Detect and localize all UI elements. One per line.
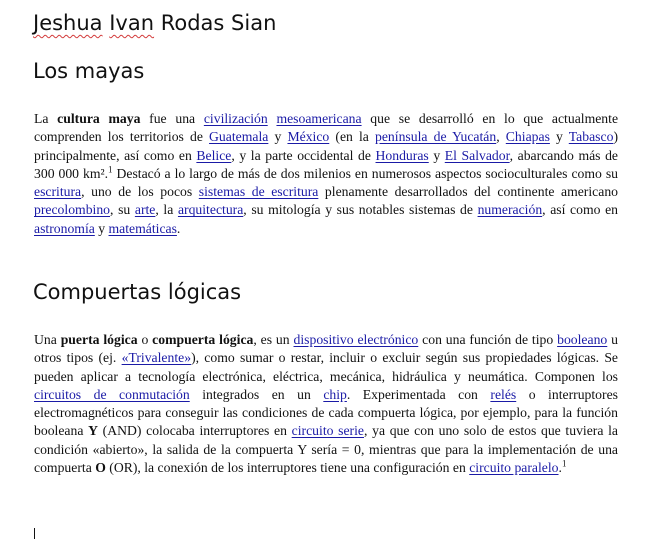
hyperlink[interactable]: precolombino <box>34 202 111 218</box>
author-middle-name: Ivan <box>109 11 155 35</box>
document-author-title[interactable] <box>33 9 276 37</box>
hyperlink[interactable]: sistemas de escritura <box>198 184 319 200</box>
hyperlink[interactable]: arquitectura <box>177 202 244 218</box>
body-text: Una <box>34 332 61 347</box>
body-text: , <box>496 129 506 145</box>
hyperlink[interactable]: Guatemala <box>209 129 269 145</box>
body-text: y <box>549 129 569 145</box>
body-text: , así como en <box>542 202 618 218</box>
body-text: , la <box>155 202 178 218</box>
author-first-name: Jeshua <box>33 11 103 35</box>
body-text: y <box>94 220 109 236</box>
hyperlink[interactable]: El Salvador <box>444 147 510 163</box>
hyperlink[interactable]: dispositivo electrónico <box>293 332 419 347</box>
hyperlink[interactable]: numeración <box>477 202 543 218</box>
hyperlink[interactable]: circuitos de conmutación <box>34 386 190 402</box>
hyperlink[interactable]: Tabasco <box>568 129 614 145</box>
body-text: y <box>268 129 288 145</box>
body-text: ), como sumar o restar, incluir o excluir según sus propiedades lógicas. Se pueden aplicar a tecnología electrónica, eléctrica, mecánica, hidráulica y neumática. Componen los <box>34 350 619 384</box>
body-text: . <box>176 220 181 236</box>
body-text: , ya que con uno solo de estos que tuviera la condición «abierto», la salida de la compuerta Y sería = 0, mientras que para la implementación de una compuerta <box>34 423 618 476</box>
hyperlink[interactable]: Honduras <box>375 147 429 163</box>
hyperlink[interactable]: Belice <box>196 147 232 163</box>
section-heading-compuertas: Compuertas lógicas <box>33 280 242 304</box>
bold-text: Y <box>88 423 98 439</box>
section-paragraph-compuertas <box>34 331 618 477</box>
body-text: , es un <box>253 332 294 347</box>
bold-text: compuerta lógica <box>152 332 254 347</box>
body-text: ) principalmente, así como en <box>34 129 618 163</box>
hyperlink[interactable]: matemáticas <box>108 220 177 236</box>
hyperlink[interactable]: chip <box>323 386 347 402</box>
body-text: . <box>558 460 562 476</box>
footnote-ref: 1 <box>108 164 113 175</box>
body-text: integrados en un <box>189 386 324 402</box>
body-text: fue una <box>140 111 204 126</box>
hyperlink[interactable]: circuito paralelo <box>469 460 559 476</box>
bold-text: puerta lógica <box>60 332 138 347</box>
hyperlink[interactable]: península de Yucatán <box>375 129 497 145</box>
body-text: (en la <box>329 129 376 145</box>
hyperlink[interactable]: Chiapas <box>505 129 550 145</box>
bold-text: O <box>95 460 106 476</box>
body-text: o <box>137 332 153 347</box>
body-text: plenamente desarrollados del continente americano <box>318 184 619 200</box>
hyperlink[interactable]: México <box>287 129 330 145</box>
body-text: Destacó a lo largo de más de dos milenios en numerosos aspectos socioculturales como su <box>112 165 618 181</box>
body-text: La <box>34 111 58 126</box>
section-paragraph-mayas <box>34 110 618 238</box>
body-text: . Experimentada con <box>346 386 491 402</box>
body-text: (AND) colocaba interruptores en <box>97 423 292 439</box>
body-text: , su mitología y sus notables sistemas de <box>243 202 478 218</box>
hyperlink[interactable]: booleano <box>557 332 608 347</box>
section-heading-mayas: Los mayas <box>33 59 145 83</box>
body-text: con una función de tipo <box>418 332 558 347</box>
hyperlink[interactable]: relés <box>490 386 517 402</box>
hyperlink[interactable]: mesoamericana <box>276 111 362 126</box>
body-text: (OR), la conexión de los interruptores tiene una configuración en <box>105 460 470 476</box>
body-text: y <box>428 147 445 163</box>
footnote-ref: 1 <box>561 458 567 469</box>
author-last-name: Rodas Sian <box>160 11 277 35</box>
hyperlink[interactable]: astronomía <box>34 220 95 236</box>
body-text: , uno de los pocos <box>81 184 199 200</box>
body-text: , y la parte occidental de <box>231 147 376 163</box>
hyperlink[interactable]: civilización <box>203 111 268 126</box>
hyperlink[interactable]: circuito serie <box>291 423 364 439</box>
hyperlink[interactable]: arte <box>134 202 156 218</box>
text-cursor <box>34 528 35 539</box>
body-text: o interruptores electromagnéticos para conseguir las condiciones de cada compuerta lógica, por ejemplo, para la función booleana <box>34 386 618 439</box>
body-text: , abarcando más de 300 000 km². <box>34 147 618 181</box>
body-text: u otros tipos (ej. <box>34 332 619 366</box>
hyperlink[interactable]: escritura <box>34 184 82 200</box>
bold-text: cultura maya <box>57 111 141 126</box>
hyperlink[interactable]: «Trivalente» <box>121 350 192 366</box>
body-text: , su <box>110 202 135 218</box>
body-text: que se desarrolló en lo que actualmente comprenden los territorios de <box>34 111 619 145</box>
